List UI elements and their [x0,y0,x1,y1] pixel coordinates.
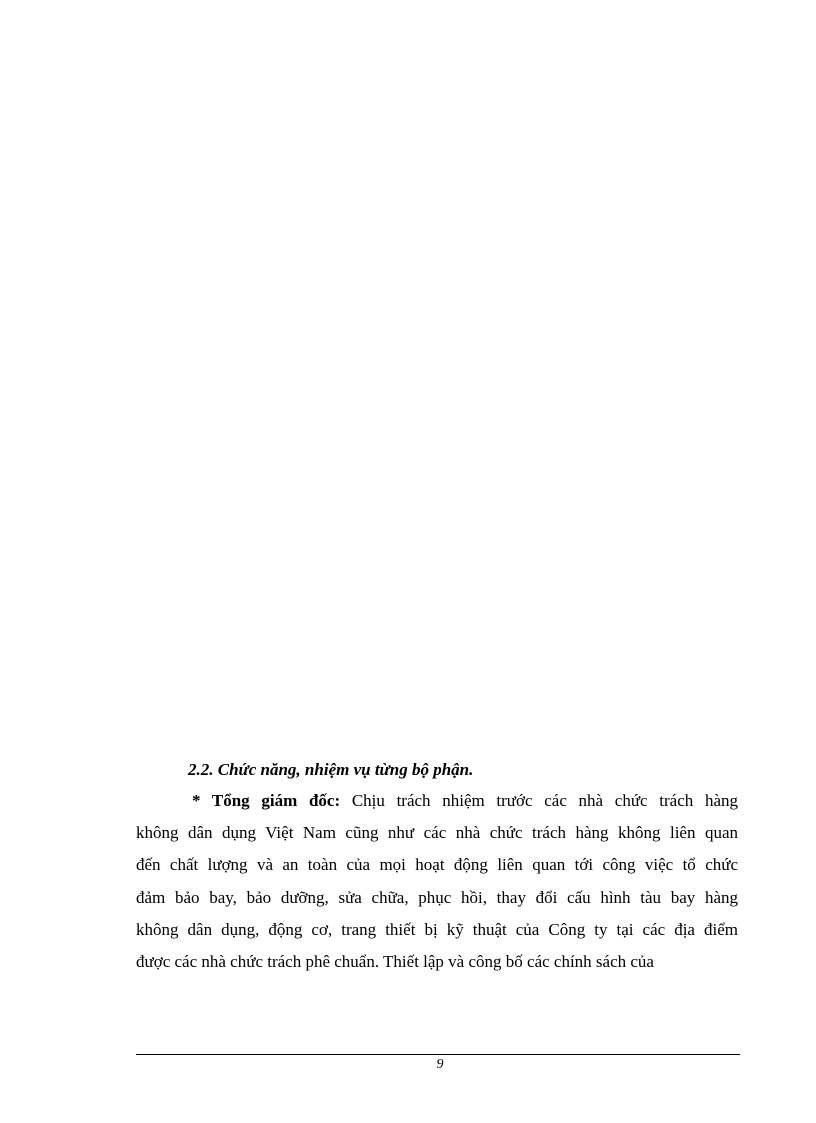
paragraph-line-2: không dân dụng Việt Nam cũng như các nhà chức trách hàng không liên quan [136,823,738,843]
paragraph-line-4: đảm bảo bay, bảo dưỡng, sửa chữa, phục hồi, thay đổi cấu hình tàu bay hàng [136,887,738,907]
page-number: 9 [436,1057,444,1072]
paragraph-lead: * Tổng giám đốc: [192,791,341,810]
paragraph-line-3: đến chất lượng và an toàn của mọi hoạt động liên quan tới công việc tổ chức [136,855,738,875]
paragraph-line-6: được các nhà chức trách phê chuẩn. Thiết lập và công bố các chính sách của [136,951,654,971]
section-heading: 2.2. Chức năng, nhiệm vụ từng bộ phận. [188,760,474,779]
paragraph-line-1 [136,785,738,817]
footer-divider [136,1054,740,1055]
body-paragraph [136,785,738,978]
paragraph-line-5: không dân dụng, động cơ, trang thiết bị kỹ thuật của Công ty tại các địa điểm [136,919,738,939]
paragraph-line-1-text: Chịu trách nhiệm trước các nhà chức trách hàng [351,791,739,810]
